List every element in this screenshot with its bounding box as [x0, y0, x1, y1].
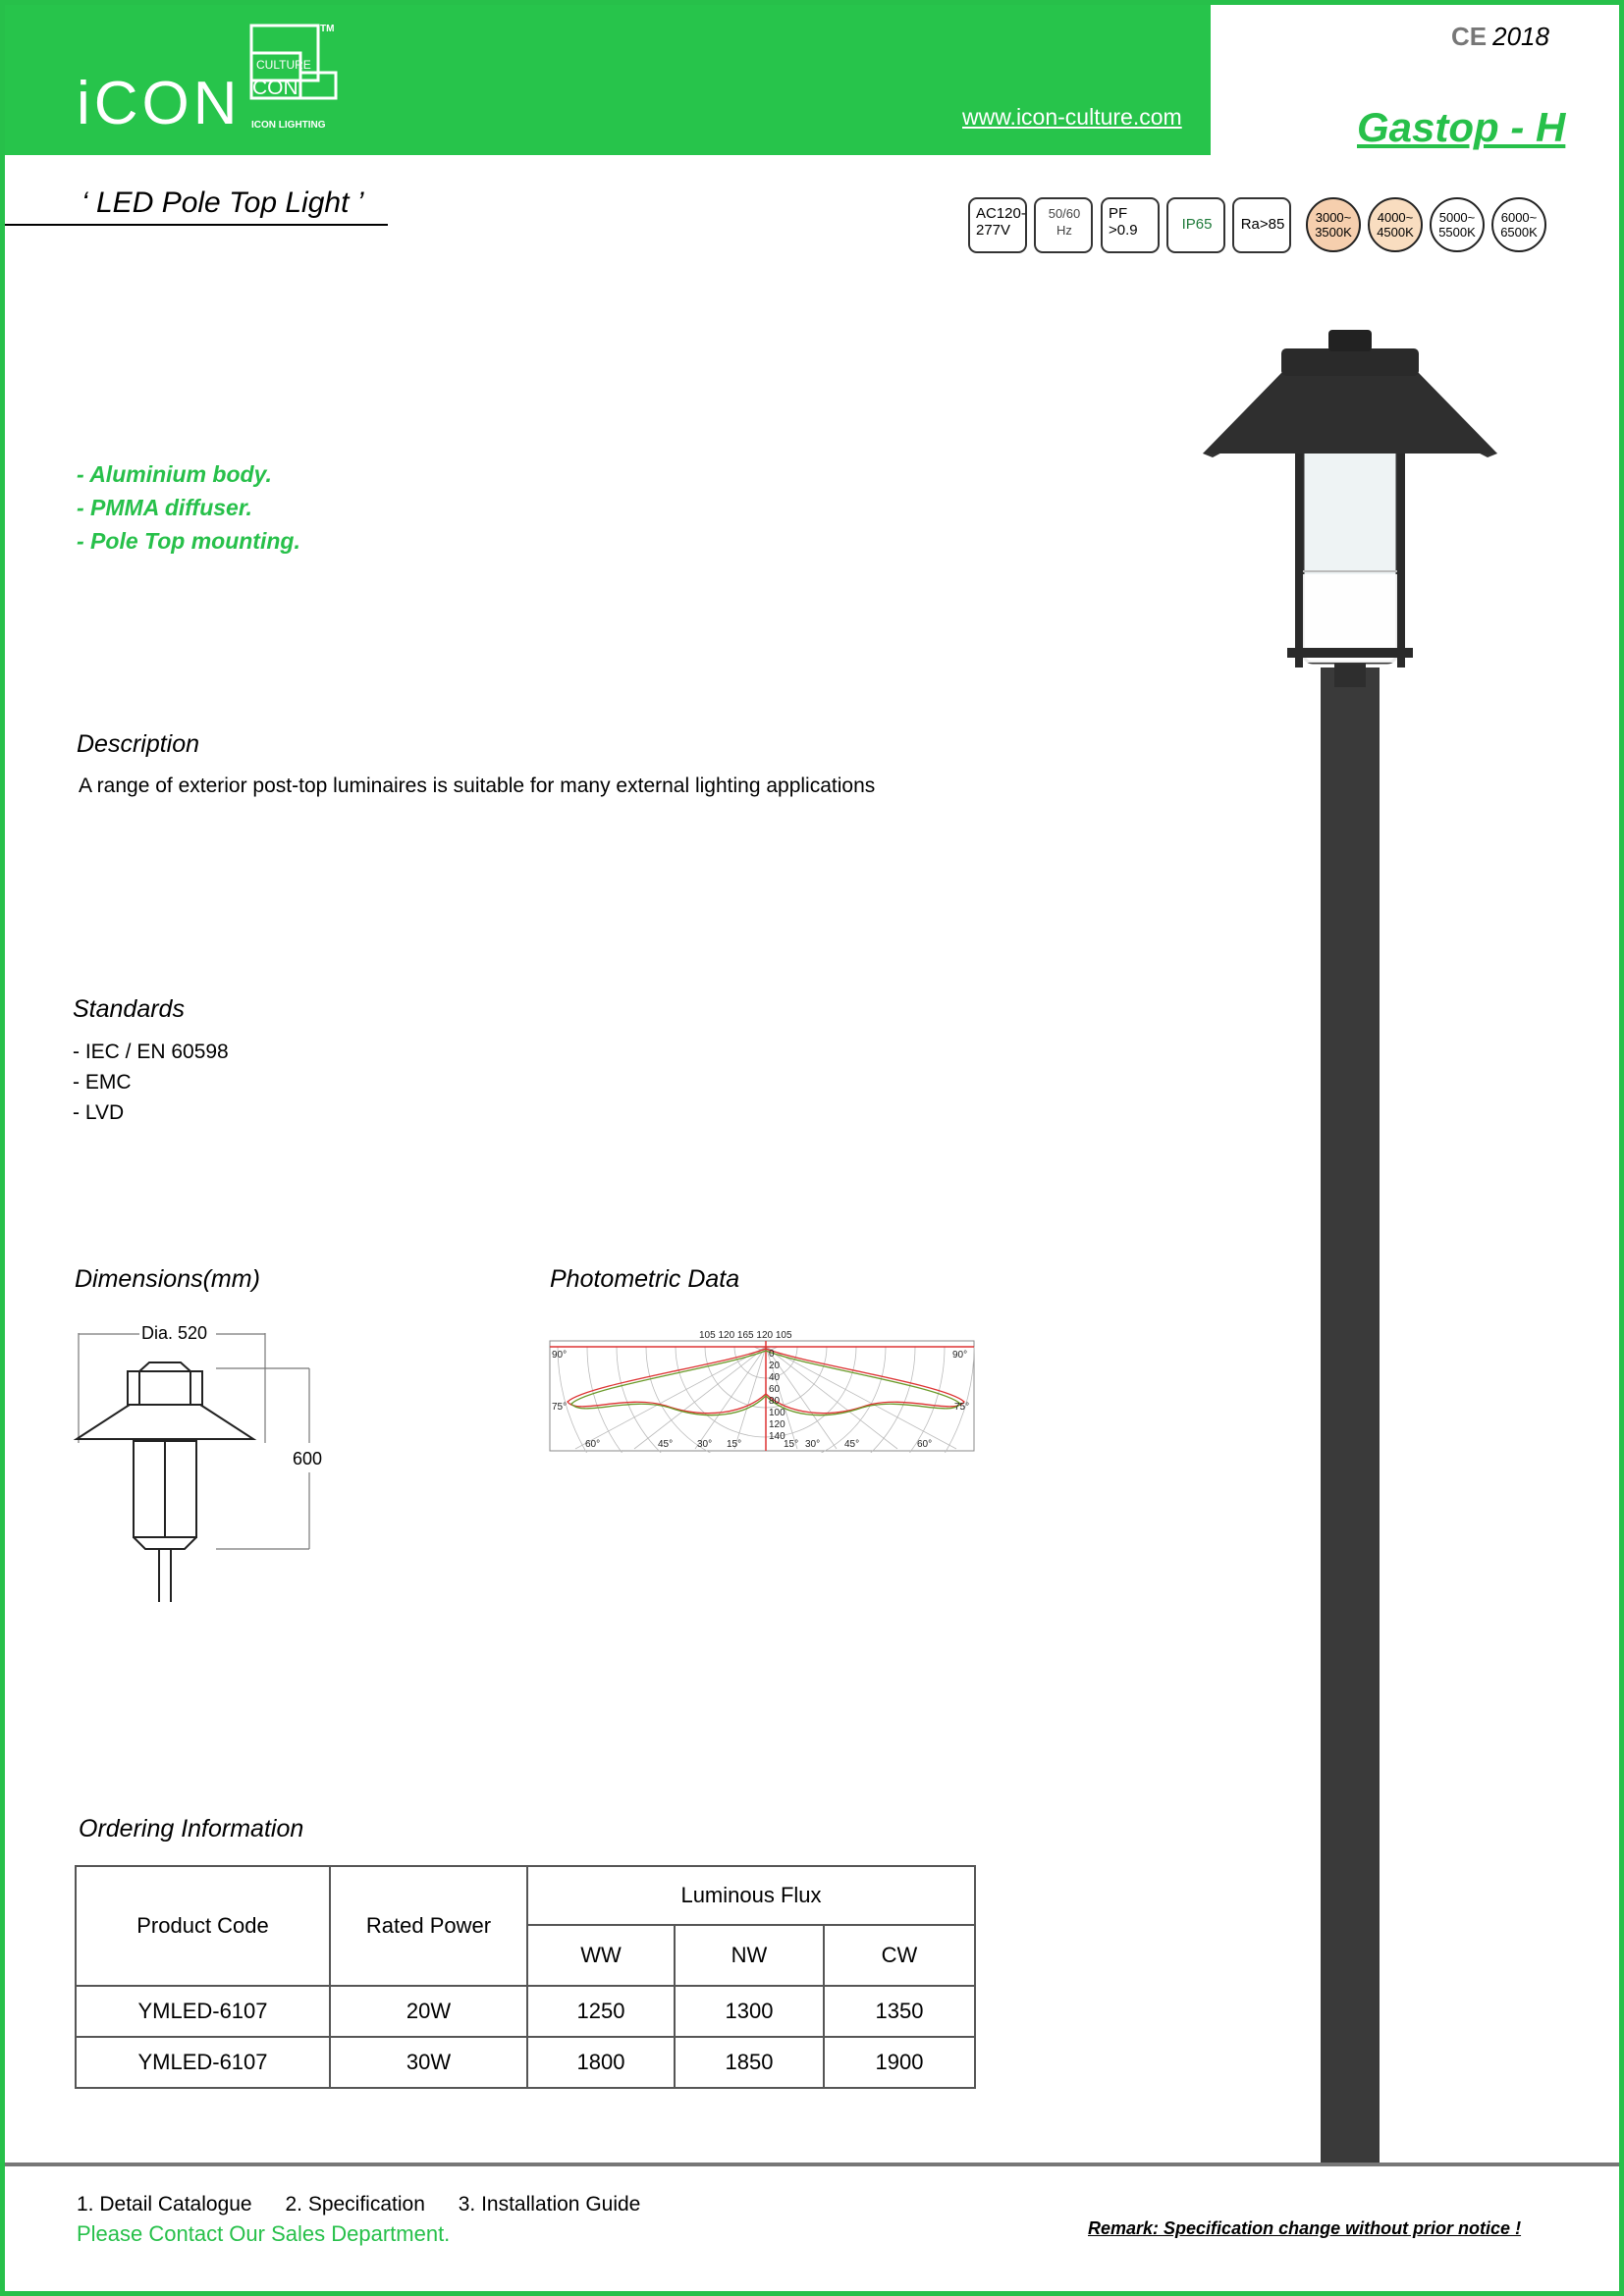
rated-power-header: Rated Power	[330, 1866, 527, 1986]
table-row: YMLED-6107 30W 1800 1850 1900	[76, 2037, 975, 2088]
svg-text:120: 120	[769, 1419, 785, 1430]
standard-item: - EMC	[73, 1071, 132, 1094]
dimensions-heading: Dimensions(mm)	[75, 1265, 260, 1293]
svg-text:CULTURE: CULTURE	[256, 58, 311, 72]
certification-year	[1451, 22, 1549, 52]
footer-links	[77, 2193, 668, 2216]
photometric-polar-plot	[548, 1325, 976, 1453]
power-factor-badge: PF >0.9	[1101, 197, 1160, 253]
nw-header: NW	[675, 1925, 824, 1986]
product-code-header: Product Code	[76, 1866, 330, 1986]
cri-badge: Ra>85	[1232, 197, 1291, 253]
svg-text:80: 80	[769, 1396, 781, 1407]
svg-text:ICON LIGHTING: ICON LIGHTING	[251, 120, 326, 131]
svg-text:100: 100	[769, 1408, 785, 1418]
diameter-label: Dia. 520	[141, 1323, 208, 1343]
description-heading: Description	[77, 730, 200, 758]
website-link[interactable]: www.icon-culture.com	[962, 104, 1182, 130]
remark-note: Remark: Specification change without prior notice !	[1088, 2218, 1522, 2238]
feature-list	[77, 457, 300, 558]
svg-text:90°: 90°	[952, 1350, 968, 1361]
svg-text:140: 140	[769, 1431, 785, 1442]
ordering-table	[75, 1865, 976, 2089]
luminous-flux-header: Luminous Flux	[527, 1866, 975, 1925]
height-label: 600	[293, 1449, 323, 1468]
svg-text:TM: TM	[320, 24, 335, 34]
specification-link[interactable]: 2. Specification	[285, 2193, 425, 2216]
brand-logo	[247, 22, 346, 134]
svg-text:20: 20	[769, 1361, 781, 1371]
cct-3000k-option: 3000~ 3500K	[1306, 197, 1361, 252]
feature-item: - Pole Top mounting.	[77, 528, 300, 554]
cct-4000k-option: 4000~ 4500K	[1368, 197, 1423, 252]
dimension-drawing	[69, 1315, 344, 1610]
svg-text:30°: 30°	[805, 1439, 821, 1450]
svg-text:105 120 165 120 105: 105 120 165 120 105	[699, 1330, 792, 1341]
ce-mark-icon: CE	[1451, 22, 1488, 51]
standards-list	[73, 1037, 229, 1128]
installation-guide-link[interactable]: 3. Installation Guide	[458, 2193, 641, 2216]
frequency-badge: 50/60 Hz	[1034, 197, 1093, 253]
voltage-badge: AC120- 277V	[968, 197, 1027, 253]
product-photo	[1193, 324, 1507, 2164]
ordering-heading: Ordering Information	[79, 1815, 304, 1842]
svg-text:75°: 75°	[552, 1402, 568, 1413]
year-label: 2018	[1492, 22, 1549, 51]
svg-text:0: 0	[769, 1349, 775, 1360]
cct-6000k-option: 6000~ 6500K	[1491, 197, 1546, 252]
model-name: Gastop - H	[1357, 104, 1566, 150]
svg-text:30°: 30°	[697, 1439, 713, 1450]
cw-header: CW	[824, 1925, 975, 1986]
svg-text:CON: CON	[252, 77, 298, 99]
cct-5000k-option: 5000~ 5500K	[1430, 197, 1485, 252]
svg-text:90°: 90°	[552, 1350, 568, 1361]
standard-item: - LVD	[73, 1101, 125, 1124]
svg-text:45°: 45°	[844, 1439, 860, 1450]
contact-note: Please Contact Our Sales Department.	[77, 2221, 451, 2246]
svg-text:15°: 15°	[784, 1439, 799, 1450]
svg-text:40: 40	[769, 1372, 781, 1383]
table-row: YMLED-6107 20W 1250 1300 1350	[76, 1986, 975, 2037]
feature-item: - PMMA diffuser.	[77, 495, 252, 520]
standards-heading: Standards	[73, 995, 185, 1023]
svg-text:15°: 15°	[727, 1439, 742, 1450]
photometric-heading: Photometric Data	[550, 1265, 740, 1293]
ww-header: WW	[527, 1925, 675, 1986]
product-subtitle: ‘ LED Pole Top Light ’	[5, 187, 388, 226]
ip-rating-badge: IP65	[1166, 197, 1225, 253]
description-text: A range of exterior post-top luminaires is suitable for many external lighting applications	[79, 774, 876, 797]
svg-text:75°: 75°	[954, 1402, 970, 1413]
feature-item: - Aluminium body.	[77, 461, 272, 487]
brand-wordmark: iCON	[77, 70, 242, 137]
standard-item: - IEC / EN 60598	[73, 1041, 229, 1063]
svg-text:60°: 60°	[585, 1439, 601, 1450]
footer-divider	[0, 2163, 1624, 2166]
svg-text:45°: 45°	[658, 1439, 674, 1450]
svg-text:60°: 60°	[917, 1439, 933, 1450]
svg-text:60: 60	[769, 1384, 781, 1395]
detail-catalogue-link[interactable]: 1. Detail Catalogue	[77, 2193, 252, 2216]
